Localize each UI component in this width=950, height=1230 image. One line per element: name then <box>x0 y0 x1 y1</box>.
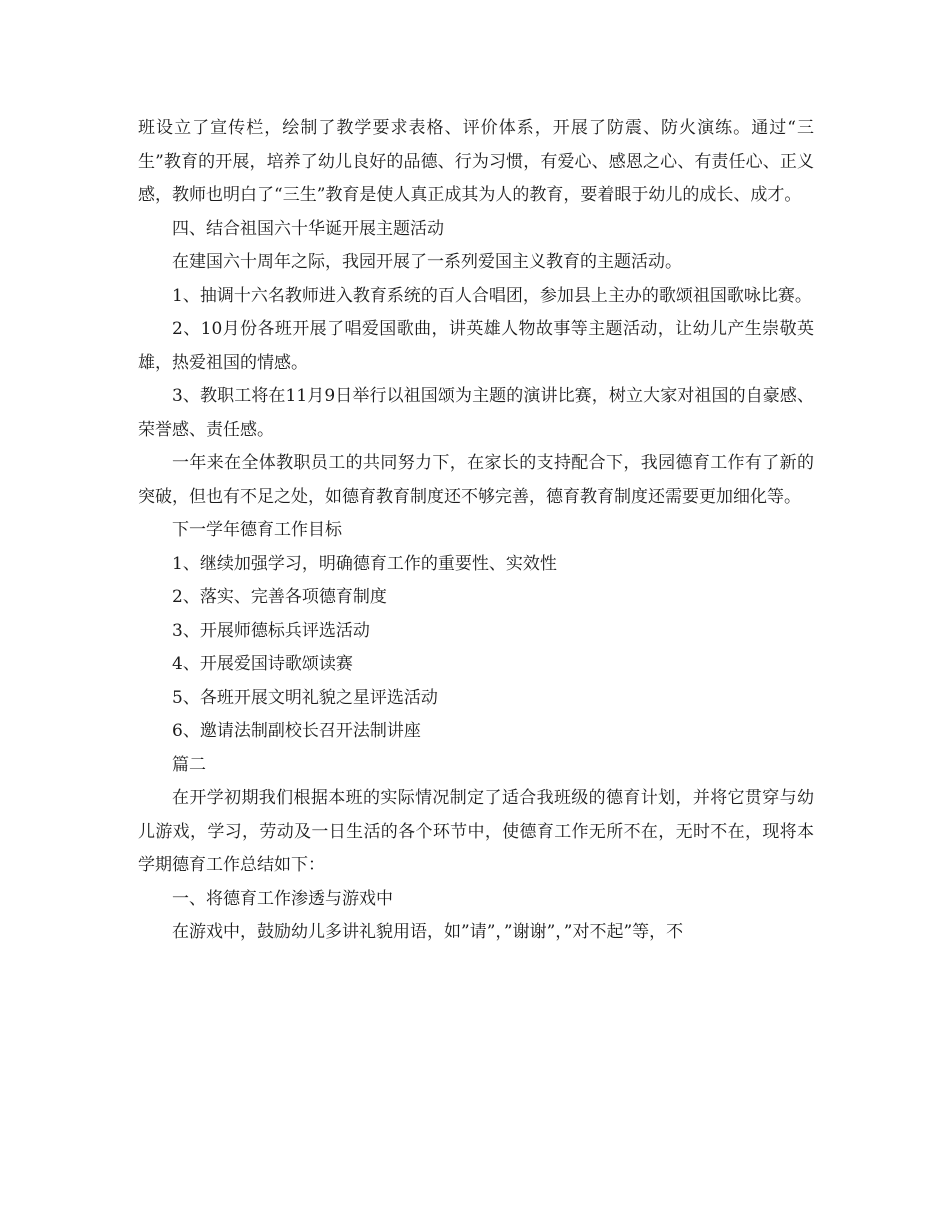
paragraph: 一年来在全体教职员工的共同努力下，在家长的支持配合下，我园德育工作有了新的突破，但也有不足之处，如德育教育制度还不够完善，德育教育制度还需要更加细化等。 <box>138 453 814 507</box>
goal-item: 5、各班开展文明礼貌之星评选活动 <box>172 687 438 708</box>
paragraph: 在建国六十周年之际，我园开展了一系列爱国主义教育的主题活动。 <box>172 252 682 272</box>
paragraph: 在游戏中，鼓励幼儿多讲礼貌用语，如”请”，”谢谢”，”对不起”等，不 <box>172 922 684 942</box>
document-body <box>138 112 814 950</box>
paragraph: 在开学初期我们根据本班的实际情况制定了适合我班级的德育计划，并将它贯穿与幼儿游戏，学习，劳动及一日生活的各个环节中，使德育工作无所不在，无时不在，现将本学期德育工作总结如下： <box>138 788 814 875</box>
section-heading-1: 一、将德育工作渗透与游戏中 <box>172 888 393 909</box>
list-item: 2、10月份各班开展了唱爱国歌曲，讲英雄人物故事等主题活动，让幼儿产生崇敬英雄，热爱祖国的情感。 <box>138 319 814 373</box>
part-heading: 篇二 <box>172 754 206 775</box>
goal-item: 4、开展爱国诗歌颂读赛 <box>172 654 353 674</box>
paragraph-continuation: 班设立了宣传栏，绘制了教学要求表格、评价体系，开展了防震、防火演练。通过“三生”教育的开展，培养了幼儿良好的品德、行为习惯，有爱心、感恩之心、有责任心、正义感，教师也明白了“三生”教育是使人真正成其为人的教育，要着眼于幼儿的成长、成才。 <box>138 118 814 205</box>
goal-item: 3、开展师德标兵评选活动 <box>172 620 370 641</box>
list-item: 1、抽调十六名教师进入教育系统的百人合唱团，参加县上主办的歌颂祖国歌咏比赛。 <box>172 285 812 306</box>
goal-item: 1、继续加强学习，明确德育工作的重要性、实效性 <box>172 553 557 574</box>
goal-item: 2、落实、完善各项德育制度 <box>172 587 387 607</box>
section-heading-goals: 下一学年德育工作目标 <box>172 520 342 540</box>
section-heading-4: 四、结合祖国六十华诞开展主题活动 <box>172 218 444 239</box>
goal-item: 6、邀请法制副校长召开法制讲座 <box>172 721 421 741</box>
list-item: 3、教职工将在11月9日举行以祖国颂为主题的演讲比赛，树立大家对祖国的自豪感、荣誉感、责任感。 <box>138 386 814 440</box>
